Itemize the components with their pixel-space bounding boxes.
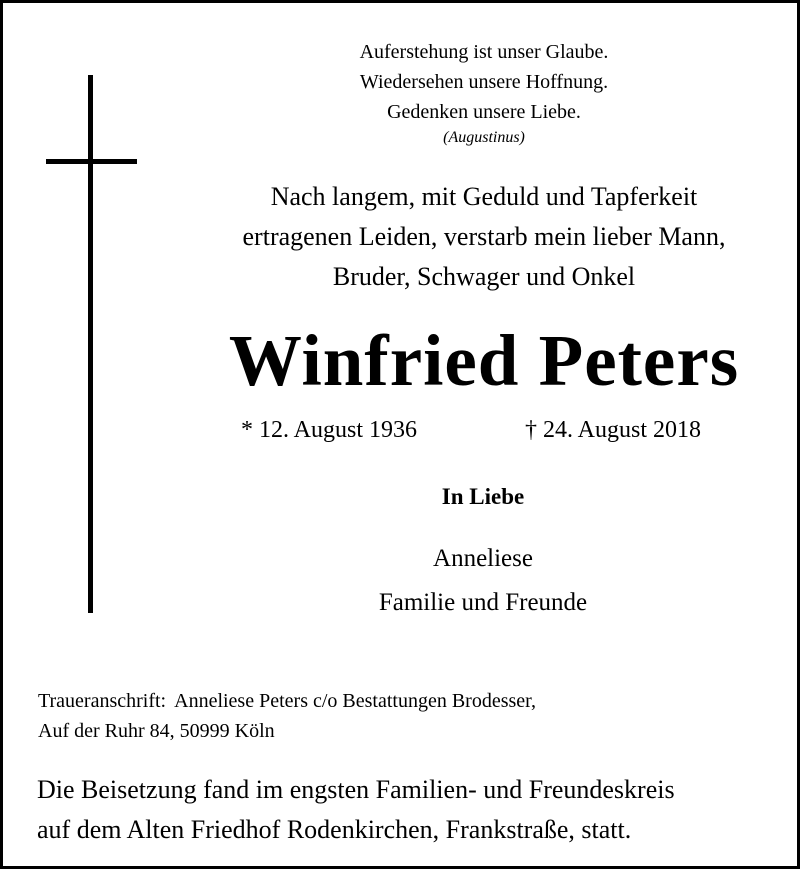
intro-line: ertragenen Leiden, verstarb mein lieber Mann,	[242, 222, 726, 251]
mourner-name: Anneliese	[433, 545, 533, 572]
birth-date: * 12. August 1936	[241, 417, 418, 443]
cross-icon-bar	[46, 159, 137, 164]
mourning-address	[38, 686, 536, 746]
death-date: † 24. August 2018	[525, 417, 702, 443]
mourners-list	[283, 537, 683, 625]
address-label: Traueranschrift:	[38, 690, 167, 712]
cross-icon	[88, 75, 93, 613]
signoff-heading: In Liebe	[441, 484, 525, 509]
mourner-name: Familie und Freunde	[378, 589, 588, 616]
burial-line: Die Beisetzung fand im engsten Familien- und Freundeskreis	[37, 775, 675, 804]
burial-notice	[37, 770, 675, 850]
address-line: Anneliese Peters c/o Bestattungen Brodesser,	[174, 690, 537, 712]
intro-line: Bruder, Schwager und Onkel	[332, 262, 636, 291]
burial-line: auf dem Alten Friedhof Rodenkirchen, Frankstraße, statt.	[37, 815, 632, 844]
intro-line: Nach langem, mit Geduld und Tapferkeit	[270, 182, 698, 211]
deceased-name: Winfried Peters	[228, 320, 740, 401]
address-line: Auf der Ruhr 84, 50999 Köln	[38, 720, 275, 742]
quote-author: (Augustinus)	[443, 129, 525, 146]
quote-line: Auferstehung ist unser Glaube.	[359, 41, 609, 63]
epigraph-quote	[323, 37, 645, 149]
quote-line: Wiedersehen unsere Hoffnung.	[359, 71, 609, 93]
intro-text	[183, 177, 785, 297]
quote-line: Gedenken unsere Liebe.	[387, 101, 581, 123]
